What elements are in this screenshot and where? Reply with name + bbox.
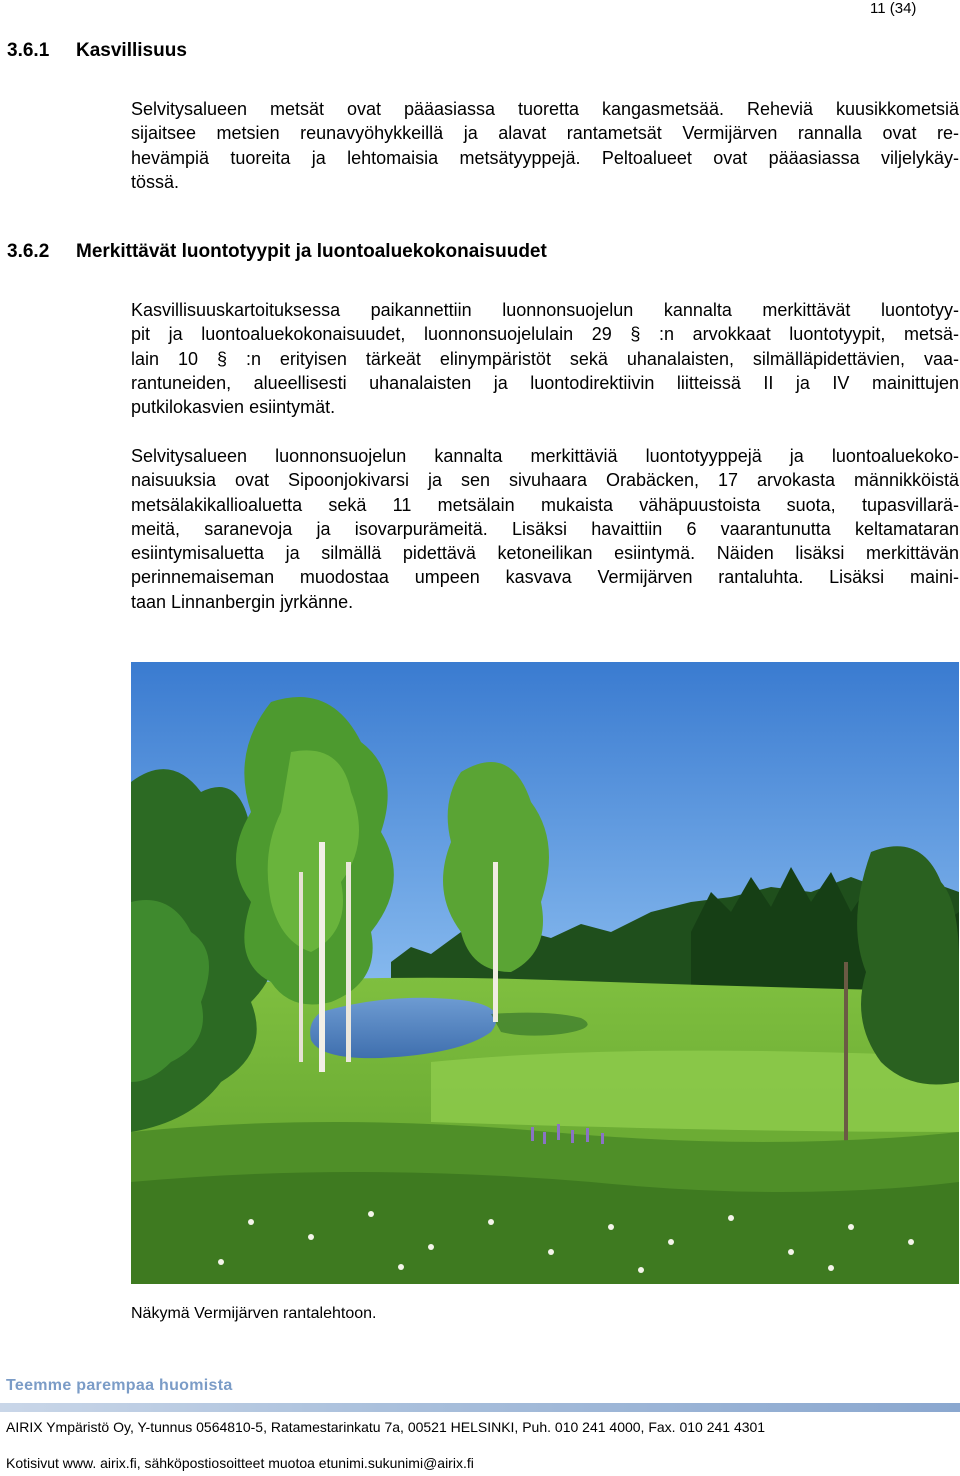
section-heading-3-6-1 xyxy=(7,39,187,63)
section-number: 3.6.2 xyxy=(7,241,50,262)
text-line: naisuuksia ovat Sipoonjokivarsi ja sen sivuhaara Orabäcken, 17 arvokasta männikköistä xyxy=(131,470,959,491)
text-line: pit ja luontoaluekokonaisuudet, luonnonsuojelulain 29 § :n arvokkaat luontotyypit, metsä- xyxy=(131,324,959,345)
footer-band xyxy=(0,1403,960,1412)
footer-contact-info: Kotisivut www. airix.fi, sähköpostiosoitteet muotoa etunimi.sukunimi@airix.fi xyxy=(6,1455,474,1471)
text-line: putkilokasvien esiintymät. xyxy=(131,397,336,418)
text-line: esiintymisaluetta ja silmällä pidettävä ketoneilikan esiintymä. Näiden lisäksi merkittävän xyxy=(131,543,959,564)
section-number: 3.6.1 xyxy=(7,40,50,61)
text-line: lain 10 § :n erityisen tärkeät elinympäristöt sekä uhanalaisten, silmälläpidettävien, vaa- xyxy=(131,348,959,369)
text-line: hevämpiä tuoreita ja lehtomaisia metsätyyppejä. Peltoalueet ovat pääasiassa viljelykäy- xyxy=(131,147,959,168)
landscape-photo xyxy=(131,662,959,1284)
text-line: perinnemaiseman muodostaa umpeen kasvava Vermijärven rantaluhta. Lisäksi maini- xyxy=(131,567,959,588)
paragraph xyxy=(131,444,959,614)
text-line: Kasvillisuuskartoituksessa paikannettiin luonnonsuojelun kannalta merkittävät luontotyy- xyxy=(131,300,959,320)
text-line: rantuneiden, alueellisesti uhanalaisten ja luontodirektiivin liitteissä II ja IV mainittujen xyxy=(131,372,959,393)
footer-company-info: AIRIX Ympäristö Oy, Y-tunnus 0564810-5, Ratamestarinkatu 7a, 00521 HELSINKI, Puh. 010 241 4000, Fax. 010 241 4301 xyxy=(6,1419,766,1435)
text-line: Selvitysalueen luonnonsuojelun kannalta merkittäviä luontotyyppejä ja luontoaluekoko- xyxy=(131,446,959,466)
text-line: meitä, saranevoja ja isovarpurämeitä. Lisäksi havaittiin 6 vaarantunutta keltamataran xyxy=(131,518,959,539)
text-line: sijaitsee metsien reunavyöhykkeillä ja alavat rantametsät Vermijärven rannalla ovat re- xyxy=(131,123,959,144)
text-line: metsälakikallioaluetta sekä 11 metsälain mukaista vähäpuustoista suota, tupasvillarä- xyxy=(131,494,959,515)
text-line: tössä. xyxy=(131,171,180,192)
section-heading-3-6-2 xyxy=(7,240,547,264)
text-line: taan Linnanbergin jyrkänne. xyxy=(131,591,354,612)
section-title: Merkittävät luontotyypit ja luontoaluekokonaisuudet xyxy=(76,241,547,262)
paragraph xyxy=(131,298,959,419)
page-number: 11 (34) xyxy=(870,0,917,17)
text-line: Selvitysalueen metsät ovat pääasiassa tuoretta kangasmetsää. Reheviä kuusikkometsiä xyxy=(131,99,959,119)
section-title: Kasvillisuus xyxy=(76,40,187,61)
footer-slogan: Teemme parempaa huomista xyxy=(6,1377,233,1394)
figure-caption: Näkymä Vermijärven rantalehtoon. xyxy=(131,1305,377,1322)
paragraph xyxy=(131,97,959,194)
